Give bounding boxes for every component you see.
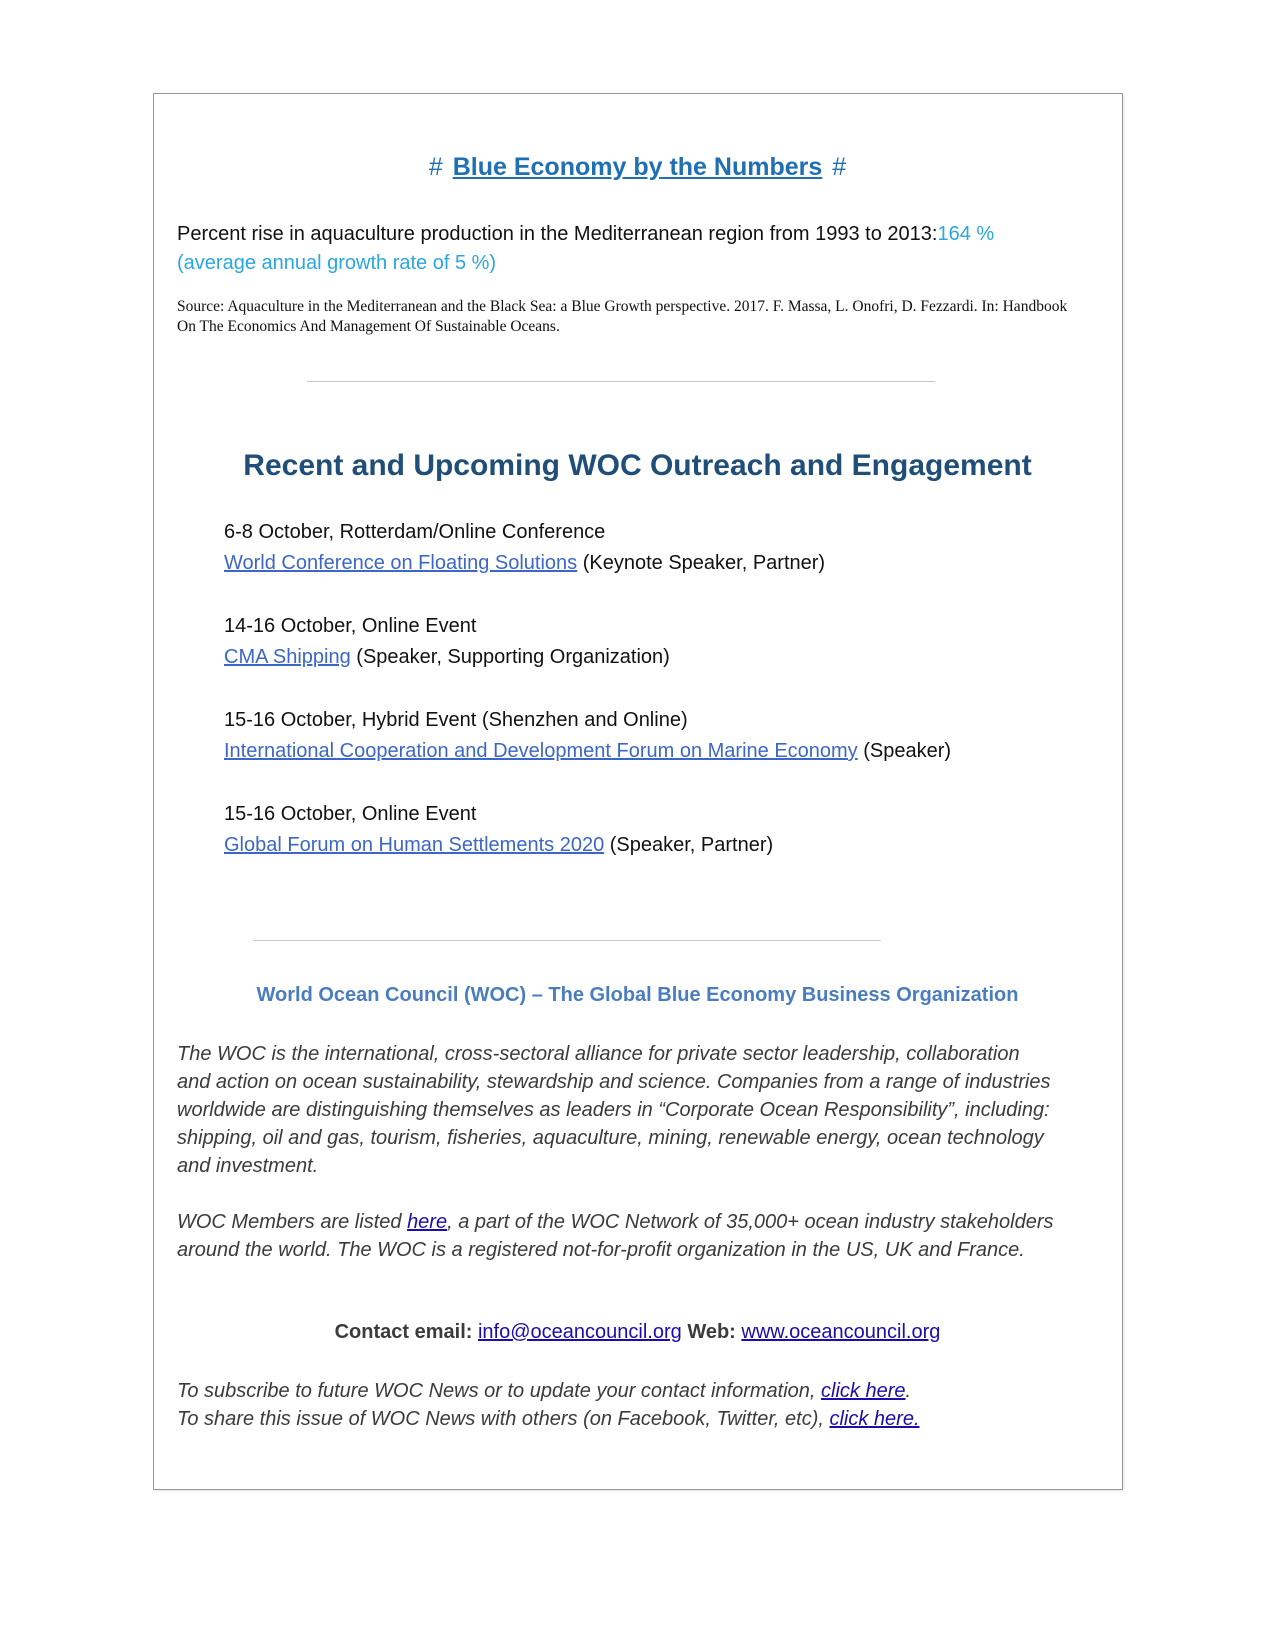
web-link[interactable]: www.oceancouncil.org (741, 1321, 941, 1343)
subscribe-text: To subscribe to future WOC News or to update your contact information, (177, 1380, 822, 1402)
event-date: 15-16 October, Online Event (224, 803, 477, 825)
about-paragraph: The WOC is the international, cross-sectoral alliance for private sector leadership, collaboration and action on ocean sustainability, stewardship and science. Companies from a range of industries worldwide are distinguishing themselves as leaders in “Corporate Ocean Responsibility”, including: shipping, oil and gas, tourism, fisheries, aquaculture, mining, renewable energy, ocean technology and investment. (177, 1043, 1051, 1177)
hash-left: # (428, 153, 443, 181)
outreach-heading: Recent and Upcoming WOC Outreach and Engagement (243, 449, 1032, 482)
members-text-after: , a part of the WOC Network of 35,000+ ocean industry stakeholders around the world. The WOC is a registered not-for-profit organization in the US, UK and France. (177, 1211, 1054, 1261)
event-link[interactable]: CMA Shipping (224, 646, 351, 668)
members-here-link[interactable]: here (407, 1211, 448, 1233)
divider-top (307, 381, 935, 382)
event-item (224, 705, 1074, 767)
numbers-heading (0, 153, 1275, 182)
event-date: 6-8 October, Rotterdam/Online Conference (224, 521, 606, 543)
subscribe-link[interactable]: click here (821, 1380, 906, 1402)
numbers-title-link[interactable]: Blue Economy by the Numbers (452, 153, 823, 181)
event-link[interactable]: Global Forum on Human Settlements 2020 (224, 834, 605, 856)
about-heading: World Ocean Council (WOC) – The Global Blue Economy Business Organization (256, 984, 1019, 1006)
divider-bottom (253, 940, 881, 941)
contact-label: Contact email: (334, 1321, 473, 1343)
stat-text: Percent rise in aquaculture production in the Mediterranean region from 1993 to 2013: (177, 223, 938, 245)
subscribe-line (177, 1377, 1077, 1405)
hash-right: # (832, 153, 847, 181)
subscribe-block (177, 1377, 1077, 1433)
stat-value: 164 % (937, 223, 995, 245)
stat-note: (average annual growth rate of 5 %) (177, 252, 497, 274)
event-item (224, 517, 1074, 579)
contact-line (0, 1321, 1275, 1344)
event-role: (Speaker) (857, 740, 952, 762)
event-link[interactable]: International Cooperation and Development Forum on Marine Economy (224, 740, 858, 762)
event-item (224, 799, 1074, 861)
events-list (224, 517, 1074, 893)
share-link[interactable]: click here. (829, 1408, 920, 1430)
event-date: 14-16 October, Online Event (224, 615, 477, 637)
subscribe-end: . (905, 1380, 912, 1402)
contact-email-link[interactable]: info@oceancouncil.org (477, 1321, 682, 1343)
event-role: (Speaker, Supporting Organization) (350, 646, 670, 668)
web-label: Web: (687, 1321, 736, 1343)
event-date: 15-16 October, Hybrid Event (Shenzhen and Online) (224, 709, 688, 731)
source-citation: Source: Aquaculture in the Mediterranean and the Black Sea: a Blue Growth perspective. 2017. F. Massa, L. Onofri, D. Fezzardi. In: Handbook On The Economics And Management Of Sustainable Oceans. (177, 298, 1068, 335)
event-role: (Speaker, Partner) (604, 834, 774, 856)
members-text-before: WOC Members are listed (177, 1211, 408, 1233)
members-paragraph (177, 1208, 1057, 1264)
event-link[interactable]: World Conference on Floating Solutions (224, 552, 578, 574)
event-role: (Keynote Speaker, Partner) (577, 552, 826, 574)
share-line (177, 1405, 1077, 1433)
stat-paragraph (177, 220, 1077, 278)
share-text: To share this issue of WOC News with others (on Facebook, Twitter, etc), (177, 1408, 830, 1430)
event-item (224, 611, 1074, 673)
